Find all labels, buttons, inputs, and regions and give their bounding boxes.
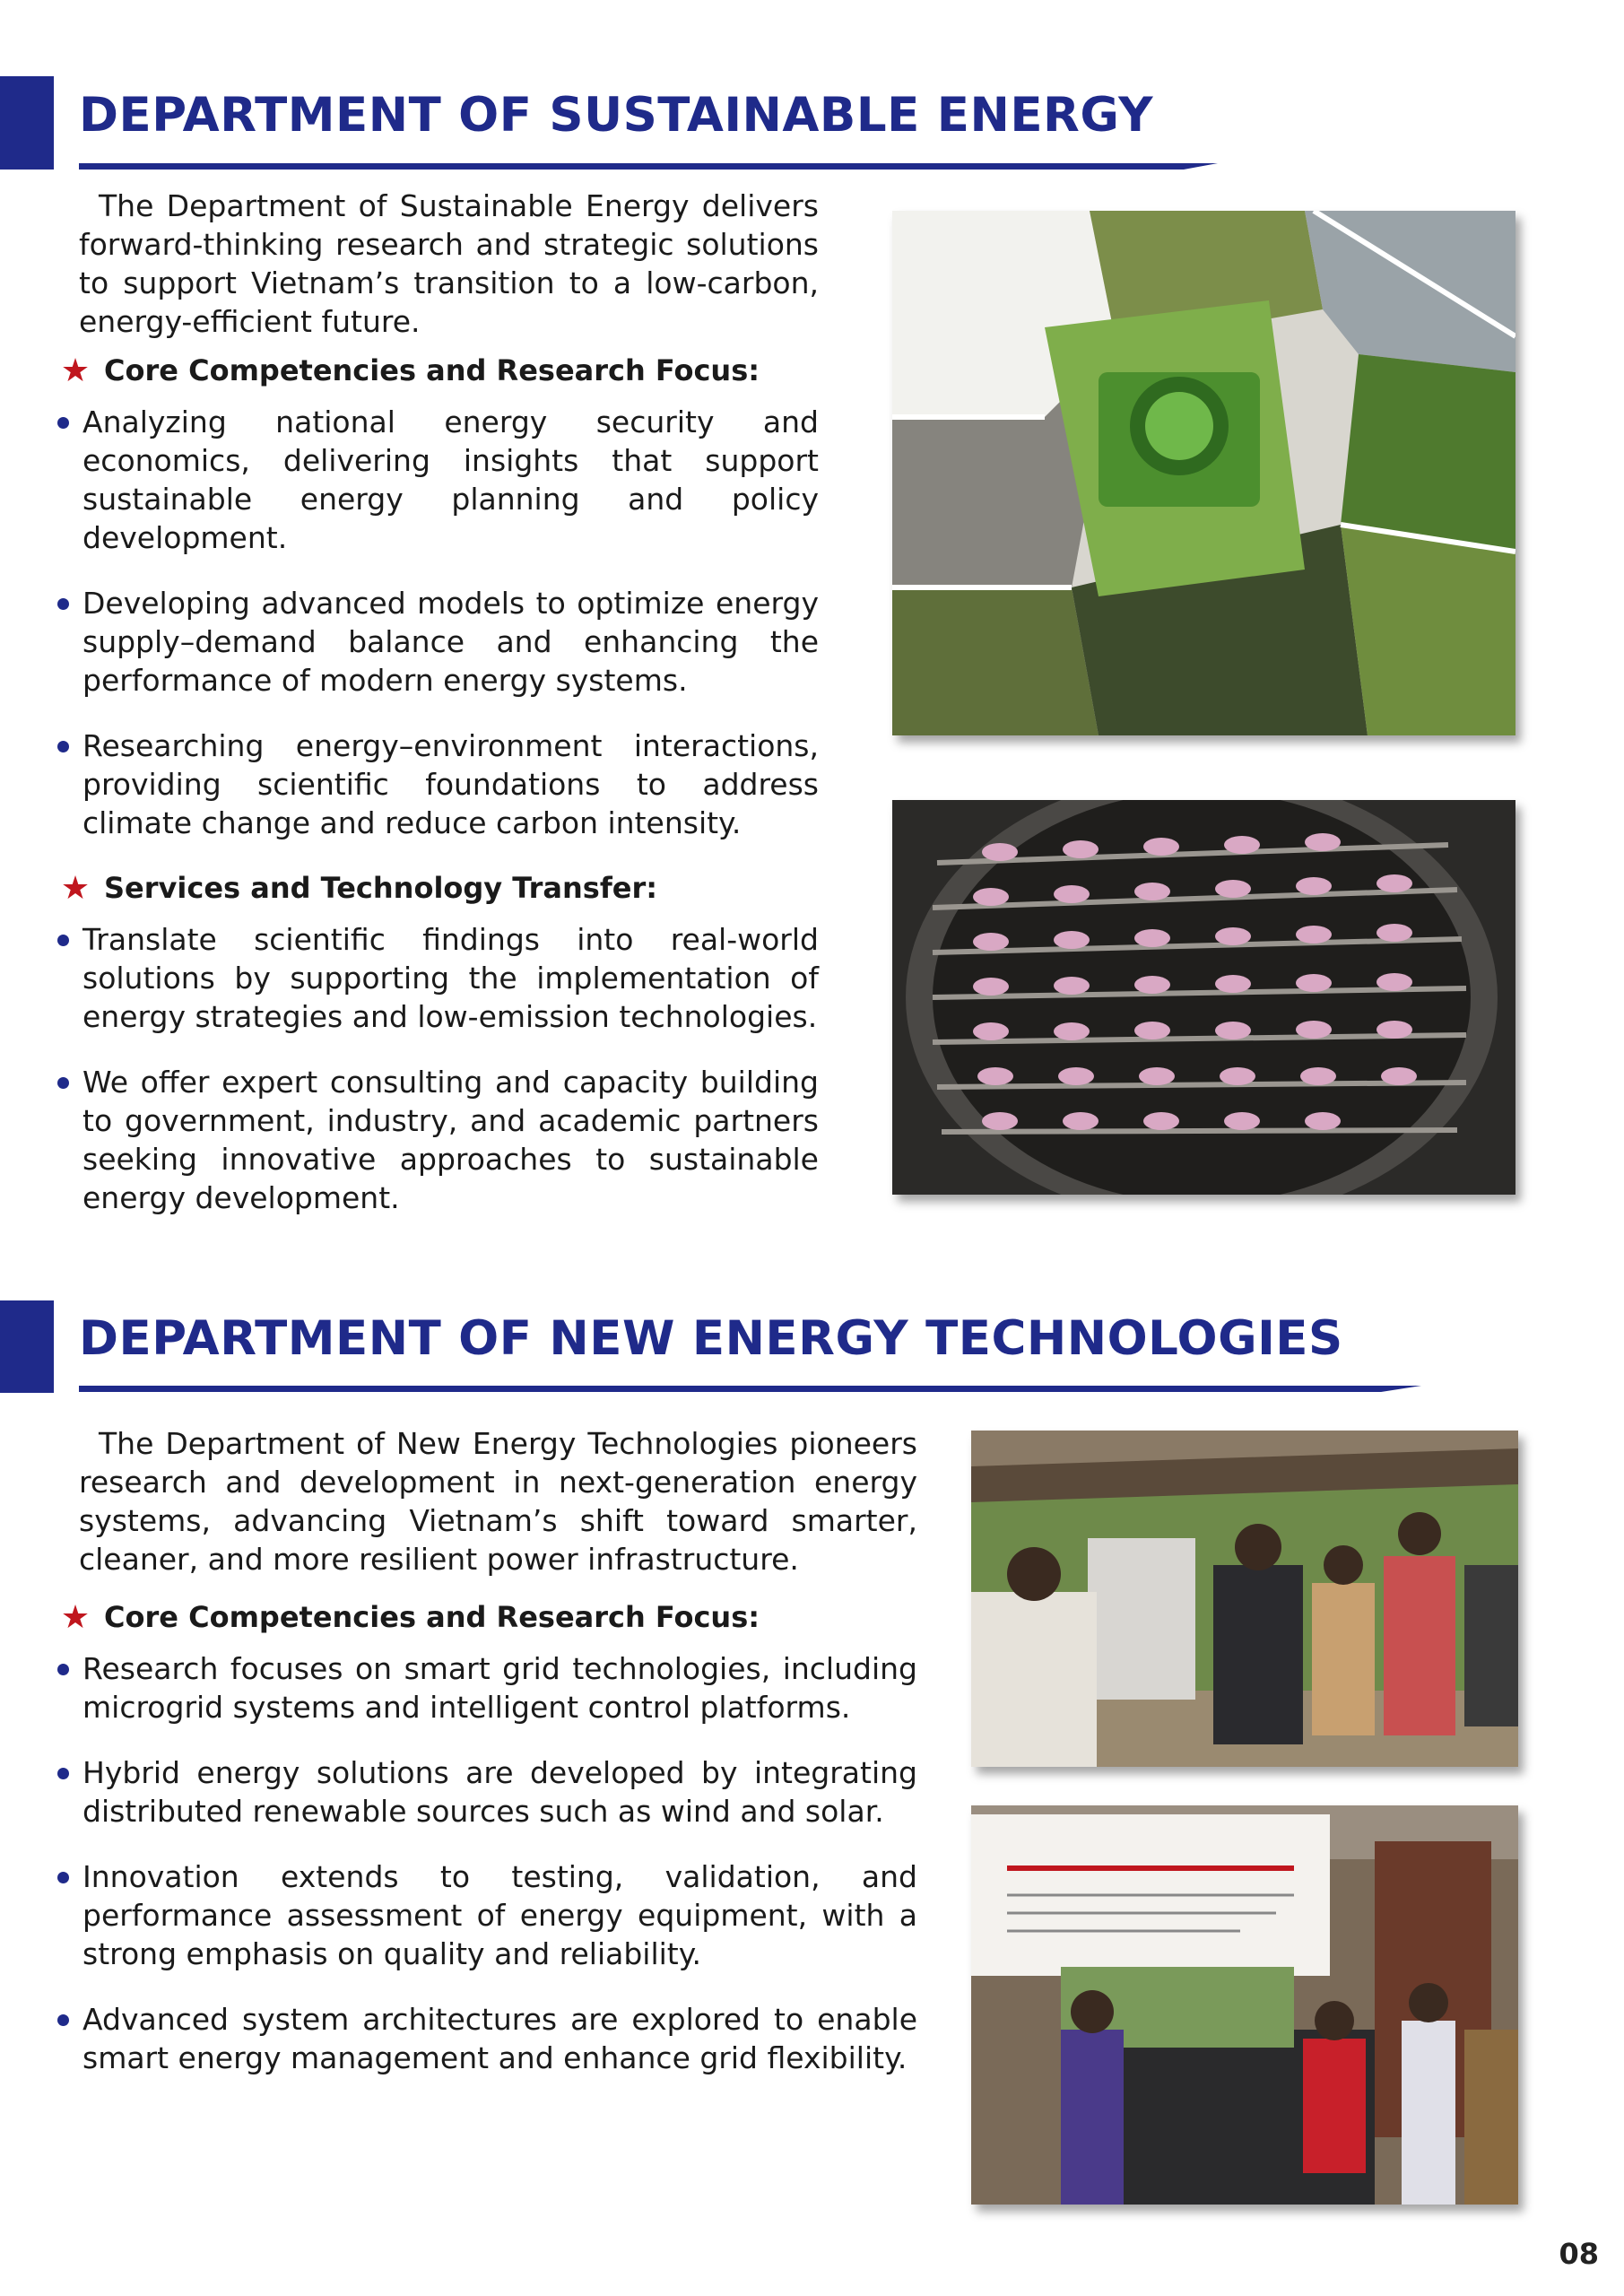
section1-core-list [79,403,819,842]
signing-event-graphic [971,1805,1518,2205]
drying-collage-photo [892,211,1515,735]
list-item: Researching energy–environment interactions, providing scientific foundations to address climate change and reduce carbon intensity. [59,726,819,842]
section2-intro: The Department of New Energy Technologies pioneers research and development in next-generation energy systems, advancing Vietnam’s shift toward smarter, cleaner, and more resilient power infrastructure. [79,1426,917,1577]
list-item: Research focuses on smart grid technologies, including microgrid systems and intelligent control platforms. [59,1649,917,1726]
section2-text [60,1424,917,2104]
field-visit-graphic [971,1431,1518,1767]
star-icon: ★ [60,870,91,907]
section1-services-list [79,920,819,1217]
list-item: We offer expert consulting and capacity building to government, industry, and academic partners seeking innovative approaches to sustainable energy development. [59,1063,819,1217]
field-visit-photo [971,1431,1518,1767]
star-icon: ★ [60,352,91,389]
chamber-graphic [892,800,1515,1195]
list-item: Innovation extends to testing, validation, and performance assessment of energy equipment, with a strong emphasis on quality and reliability. [59,1857,917,1973]
section2-core-heading-label: Core Competencies and Research Focus: [104,1600,760,1634]
section2-title-rule [79,1386,1421,1392]
section1-text [60,187,819,1244]
list-item: Hybrid energy solutions are developed by integrating distributed renewable sources such as wind and solar. [59,1753,917,1831]
section1-title: DEPARTMENT OF SUSTAINABLE ENERGY [79,88,1154,143]
section2-title: DEPARTMENT OF NEW ENERGY TECHNOLOGIES [79,1311,1343,1366]
star-icon: ★ [60,1599,91,1636]
list-item: Advanced system architectures are explored to enable smart energy management and enhance grid flexibility. [59,2000,917,2077]
section2-core-heading [59,1598,917,1637]
signing-event-photo [971,1805,1518,2205]
list-item: Translate scientific findings into real-world solutions by supporting the implementation of energy strategies and low-emission technologies. [59,920,819,1036]
section2-accent-bar [0,1300,54,1393]
section1-accent-bar [0,76,54,170]
section1-services-heading [59,869,819,908]
section2-core-list [79,1649,917,2077]
drying-chamber-photo [892,800,1515,1195]
section1-services-heading-label: Services and Technology Transfer: [104,871,658,905]
section1-intro: The Department of Sustainable Energy delivers forward-thinking research and strategic solutions to support Vietnam’s transition to a low-carbon, energy-efficient future. [79,188,819,339]
section1-core-heading [59,352,819,390]
collage-graphic [892,211,1515,735]
page-number: 08 [1559,2237,1599,2271]
list-item: Analyzing national energy security and economics, delivering insights that support sustainable energy planning and policy development. [59,403,819,557]
section1-core-heading-label: Core Competencies and Research Focus: [104,353,760,387]
section1-title-rule [79,163,1218,170]
list-item: Developing advanced models to optimize energy supply–demand balance and enhancing the performance of modern energy systems. [59,584,819,700]
